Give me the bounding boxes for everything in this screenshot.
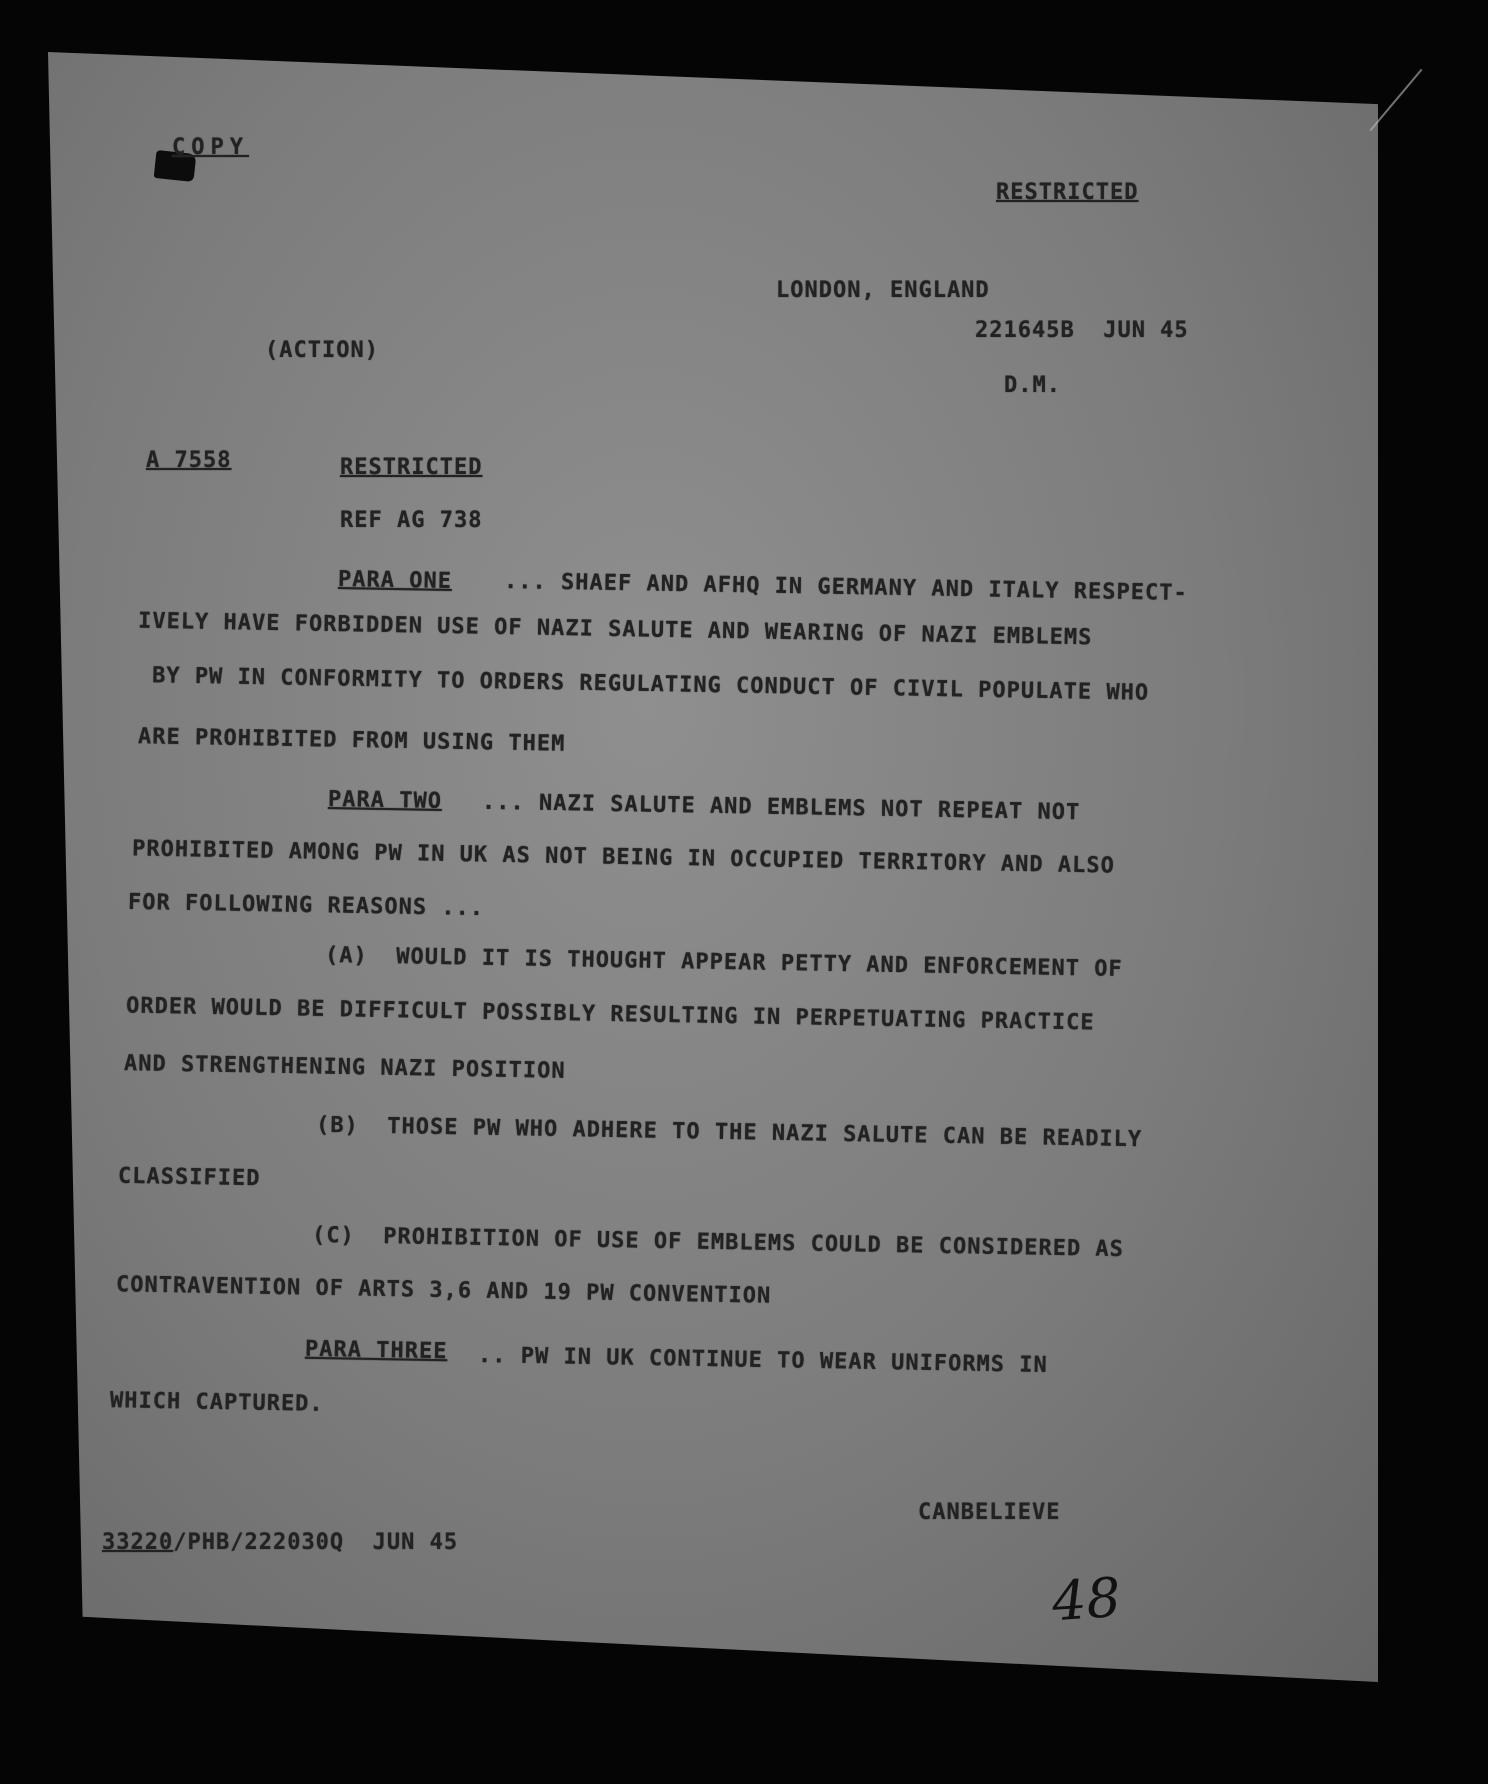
reference: REF AG 738 — [340, 508, 483, 533]
copy-label: COPY — [172, 135, 249, 160]
action-label: (ACTION) — [265, 338, 379, 363]
item-a-line: ORDER WOULD BE DIFFICULT POSSIBLY RESULTING IN PERPETUATING PRACTICE — [125, 993, 1095, 1036]
para-two-line: PROHIBITED AMONG PW IN UK AS NOT BEING IN OCCUPIED TERRITORY AND ALSO — [131, 836, 1116, 879]
para-two-heading: PARA TWO — [327, 787, 443, 814]
classification-top: RESTRICTED — [996, 180, 1139, 205]
item-a-line: AND STRENGTHENING NAZI POSITION — [123, 1051, 566, 1084]
footer-ref-number: 33220 — [102, 1530, 174, 1555]
scratch-mark — [1370, 69, 1423, 132]
footer-reference — [102, 1530, 458, 1555]
dm-label: D.M. — [1004, 373, 1061, 398]
para-one-line: ARE PROHIBITED FROM USING THEM — [137, 724, 566, 757]
item-c-line: (C) PROHIBITION OF USE OF EMBLEMS COULD BE CONSIDERED AS — [311, 1222, 1125, 1263]
item-a-line: (A) WOULD IT IS THOUGHT APPEAR PETTY AND ENFORCEMENT OF — [324, 943, 1123, 982]
handwritten-page-number: 48 — [1049, 1565, 1123, 1634]
para-one-line: BY PW IN CONFORMITY TO ORDERS REGULATING CONDUCT OF CIVIL POPULATE WHO — [151, 663, 1150, 706]
para-two-line: ... NAZI SALUTE AND EMBLEMS NOT REPEAT NOT — [481, 789, 1081, 826]
message-classification: RESTRICTED — [340, 455, 483, 480]
para-two-line: FOR FOLLOWING REASONS ... — [127, 889, 485, 922]
para-one-heading: PARA ONE — [337, 567, 453, 594]
para-three-line: WHICH CAPTURED. — [109, 1388, 324, 1417]
para-three-line: .. PW IN UK CONTINUE TO WEAR UNIFORMS IN — [477, 1343, 1048, 1378]
para-one-line: IVELY HAVE FORBIDDEN USE OF NAZI SALUTE AND WEARING OF NAZI EMBLEMS — [137, 608, 1093, 651]
item-b-line: (B) THOSE PW WHO ADHERE TO THE NAZI SALUTE CAN BE READILY — [315, 1112, 1143, 1153]
para-one-line: ... SHAEF AND AFHQ IN GERMANY AND ITALY RESPECT- — [503, 569, 1188, 606]
location: LONDON, ENGLAND — [776, 278, 990, 303]
date-time-group: 221645B JUN 45 — [975, 318, 1189, 343]
para-three-heading: PARA THREE — [304, 1336, 448, 1365]
item-c-line: CONTRAVENTION OF ARTS 3,6 AND 19 PW CONVENTION — [115, 1272, 772, 1309]
item-b-line: CLASSIFIED — [117, 1163, 261, 1192]
footer-ref-rest: /PHB/222030Q JUN 45 — [173, 1530, 459, 1555]
signature: CANBELIEVE — [918, 1500, 1061, 1525]
message-number: A 7558 — [146, 448, 232, 473]
